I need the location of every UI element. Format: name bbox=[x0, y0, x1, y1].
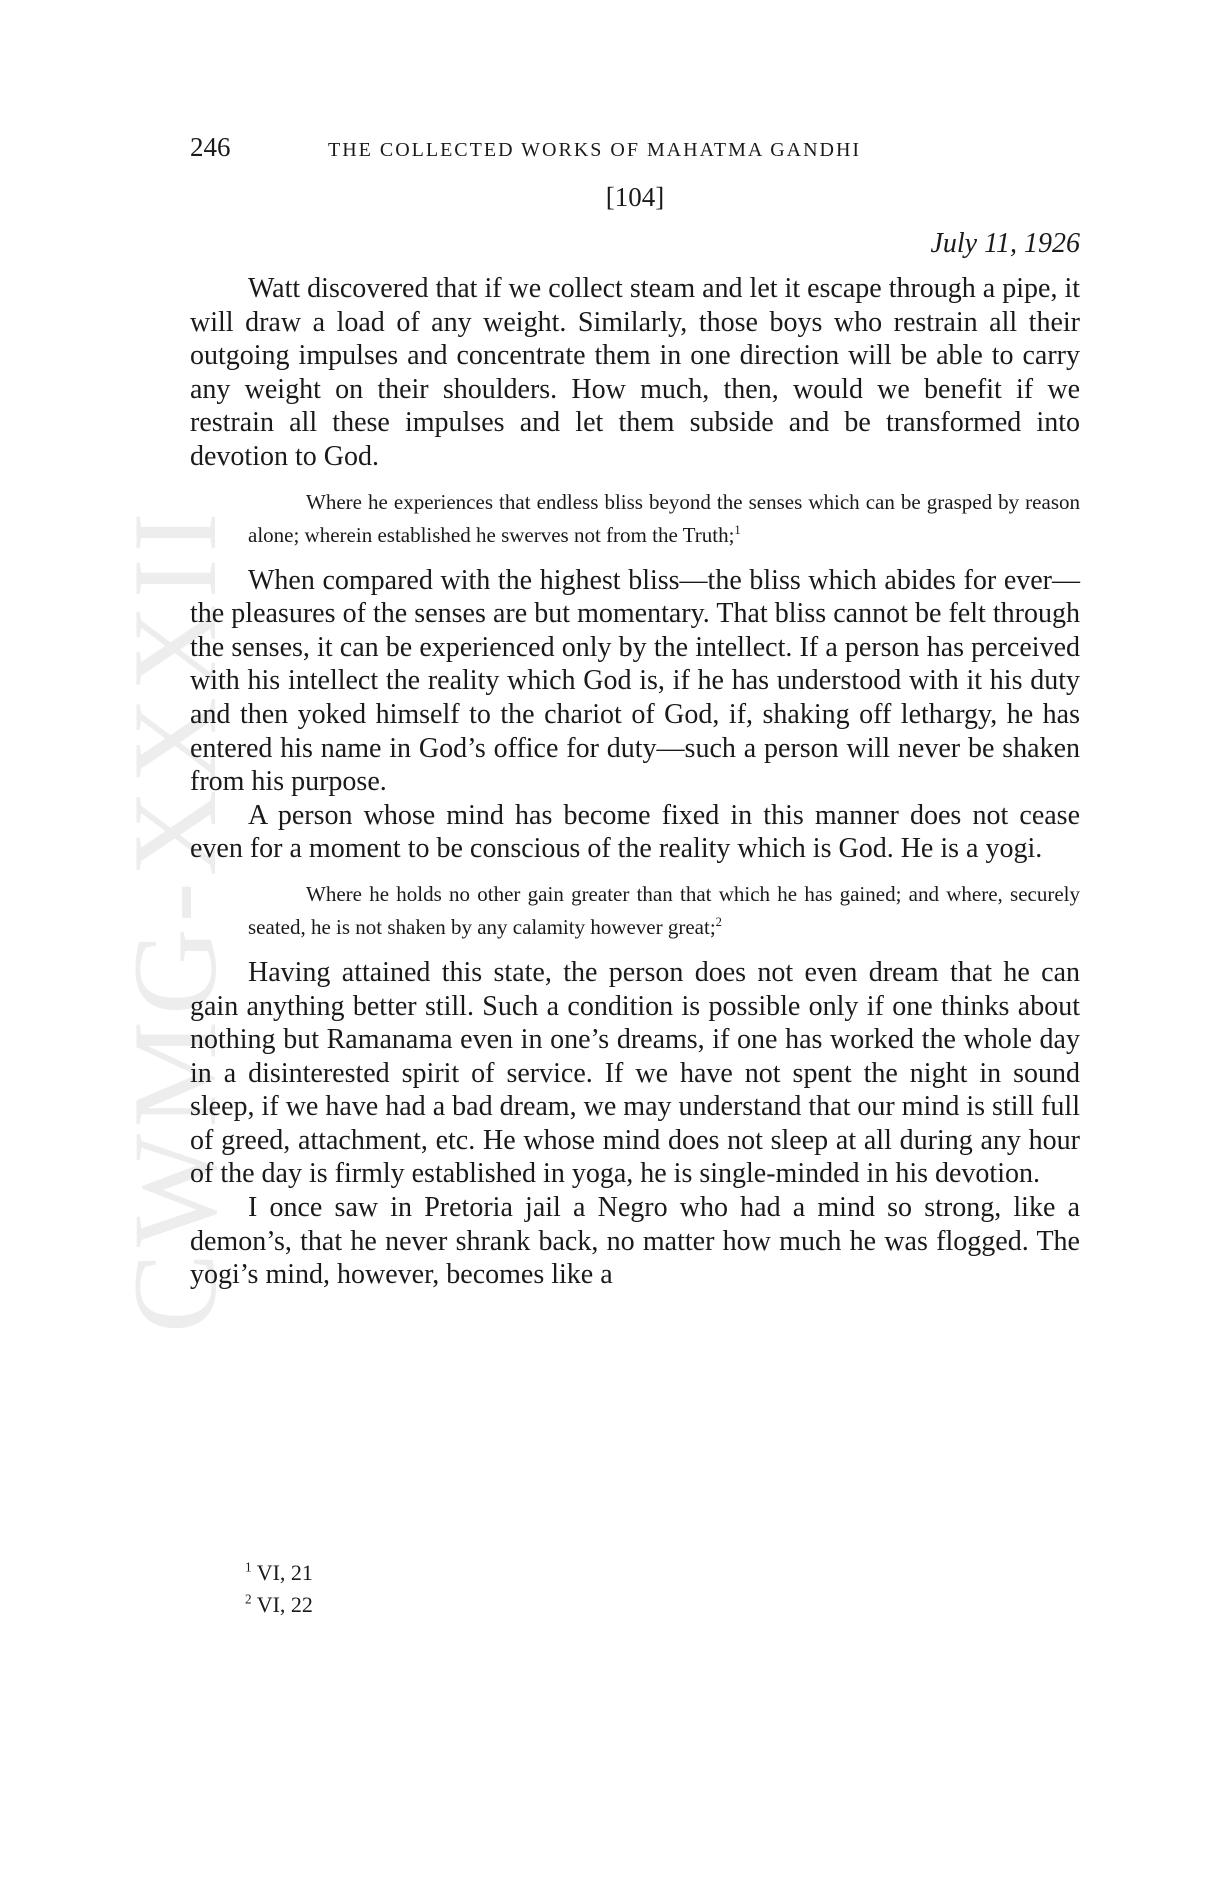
paragraph-3: A person whose mind has become fixed in this manner does not cease even for a moment to be conscious of the reality which is God. He is a yogi. bbox=[190, 799, 1080, 865]
letter-date: July 11, 1926 bbox=[930, 228, 1080, 259]
footnote-2 bbox=[245, 1589, 313, 1621]
footnote-ref-2: 2 bbox=[715, 914, 722, 929]
footnote-marker-2: 2 bbox=[245, 1591, 252, 1607]
watermark: CWMG-XXXII bbox=[108, 506, 241, 1334]
paragraph-4: Having attained this state, the person does not even dream that he can gain anything better still. Such a condition is possible only if one thinks about nothing but Ramanama even in one’s dreams, if one has worked the whole day in a disinterested spirit of service. If we have not spent the night in sound sleep, if we have had a bad dream, we may understand that our mind is still full of greed, attachment, etc. He whose mind does not sleep at all during any hour of the day is firmly established in yoga, he is single-minded in his devotion. bbox=[190, 956, 1080, 1190]
footnote-text-1: VI, 21 bbox=[256, 1560, 313, 1585]
footnote-ref-1: 1 bbox=[734, 522, 741, 537]
document-number: [104] bbox=[605, 182, 665, 212]
running-title: THE COLLECTED WORKS OF MAHATMA GANDHI bbox=[328, 139, 862, 161]
page-number: 246 bbox=[190, 132, 231, 162]
quotation-1 bbox=[248, 486, 1080, 552]
paragraph-5: I once saw in Pretoria jail a Negro who had a mind so strong, like a demon’s, that he never shrank back, no matter how much he was flogged. The yogi’s mind, however, becomes like a bbox=[190, 1192, 1080, 1291]
footnote-text-2: VI, 22 bbox=[256, 1592, 313, 1617]
footnote-1 bbox=[245, 1557, 313, 1589]
paragraph-1: Watt discovered that if we collect steam and let it escape through a pipe, it will draw a load of any weight. Similarly, those boys who restrain all their outgoing impulses and concentrate them in one direction will be able to carry any weight on their shoulders. How much, then, would we benefit if we restrain all these impulses and let them subside and be transformed into devotion to God. bbox=[190, 273, 1081, 472]
quotation-2 bbox=[248, 878, 1080, 944]
quotation-2-text: Where he holds no other gain greater than that which he has gained; and where, securely seated, he is not shaken by any calamity however great; bbox=[248, 881, 1080, 939]
footnotes bbox=[245, 1557, 313, 1621]
body-text bbox=[190, 272, 1080, 1292]
footnote-marker-1: 1 bbox=[245, 1559, 252, 1575]
quotation-1-text: Where he experiences that endless bliss beyond the senses which can be grasped by reason alone; wherein established he swerves not from the Truth; bbox=[248, 489, 1080, 547]
paragraph-2: When compared with the highest bliss—the bliss which abides for ever—the pleasures of the senses are but momentary. That bliss cannot be felt through the senses, it can be experienced only by the intellect. If a person has perceived with his intellect the reality which God is, if he has understood with it his duty and then yoked himself to the chariot of God, if, shaking off lethargy, he has entered his name in God’s office for duty—such a person will never be shaken from his purpose. bbox=[190, 564, 1080, 798]
